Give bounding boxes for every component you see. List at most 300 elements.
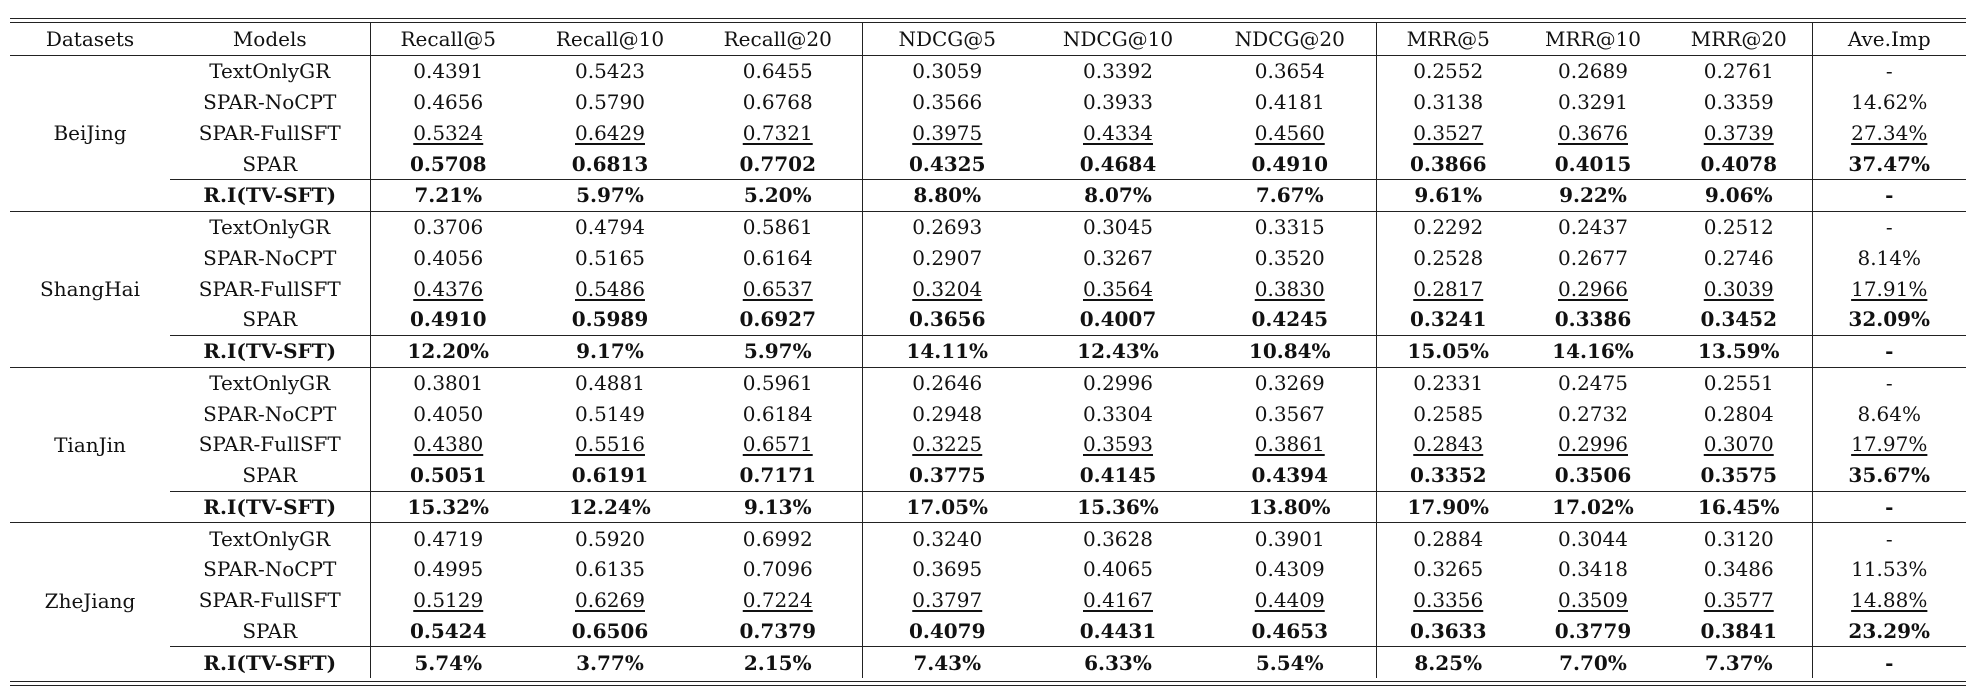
metric-cell — [1204, 491, 1376, 523]
cell-text: 35.67% — [1848, 463, 1931, 488]
cell-text: TextOnlyGR — [209, 59, 331, 84]
cell-text: 0.6191 — [571, 463, 649, 488]
cell-text: 0.5424 — [409, 618, 487, 643]
metric-cell — [1032, 304, 1204, 335]
metric-cell — [1376, 118, 1520, 149]
dataset-cell: ZheJiang — [44, 588, 136, 613]
metric-cell — [370, 211, 526, 242]
metric-cell — [370, 243, 526, 274]
model-cell — [170, 398, 370, 429]
metric-cell — [1204, 243, 1376, 274]
cell-text: 0.3291 — [1558, 90, 1628, 115]
results-table — [10, 22, 1966, 678]
cell-text: 2.15% — [743, 650, 812, 675]
model-cell — [170, 616, 370, 647]
cell-text: 0.2646 — [912, 370, 983, 395]
cell-text: 5.74% — [414, 650, 483, 675]
metric-cell — [370, 491, 526, 523]
metric-cell — [1376, 491, 1520, 523]
cell-text: SPAR — [242, 618, 298, 643]
cell-text: 0.3527 — [1413, 120, 1484, 145]
cell-text: 17.02% — [1552, 494, 1634, 519]
cell-text: 0.3706 — [413, 215, 484, 240]
metric-cell — [694, 616, 862, 647]
metric-cell — [1204, 273, 1376, 304]
metric-cell — [1032, 647, 1204, 678]
metric-cell — [370, 398, 526, 429]
metric-cell — [1520, 87, 1666, 118]
metric-cell — [1032, 87, 1204, 118]
metric-cell — [1812, 647, 1966, 678]
cell-text: - — [1885, 215, 1893, 240]
metric-cell — [526, 87, 694, 118]
metric-cell — [1376, 148, 1520, 179]
metric-cell — [1520, 554, 1666, 585]
cell-text: 0.4015 — [1554, 151, 1632, 176]
metric-cell — [862, 180, 1032, 212]
dataset-cell: TianJin — [10, 367, 170, 523]
cell-text: SPAR — [242, 151, 298, 176]
header-cell: Recall@20 — [694, 23, 862, 56]
cell-text: 0.4910 — [409, 307, 487, 332]
metric-cell — [1032, 554, 1204, 585]
cell-text: 16.45% — [1697, 494, 1780, 519]
metric-cell — [526, 211, 694, 242]
cell-text: 0.5486 — [575, 276, 645, 301]
cell-text: R.I(TV-SFT) — [203, 339, 337, 364]
metric-cell — [694, 148, 862, 179]
metric-cell — [862, 243, 1032, 274]
cell-text: 0.2585 — [1413, 401, 1484, 426]
model-cell — [170, 491, 370, 523]
metric-cell — [1812, 429, 1966, 460]
metric-cell — [1204, 335, 1376, 367]
cell-text: 0.3070 — [1703, 432, 1774, 457]
cell-text: 7.70% — [1559, 650, 1627, 675]
metric-cell — [862, 367, 1032, 398]
metric-cell — [370, 367, 526, 398]
header-cell: Ave.Imp — [1812, 23, 1966, 56]
metric-cell — [370, 87, 526, 118]
header-cell: Datasets — [10, 23, 170, 56]
cell-text: 0.3039 — [1703, 276, 1774, 301]
metric-cell — [862, 523, 1032, 554]
cell-text: TextOnlyGR — [209, 526, 331, 551]
cell-text: 0.4325 — [908, 151, 986, 176]
model-cell — [170, 243, 370, 274]
metric-cell — [1520, 523, 1666, 554]
cell-text: 7.43% — [913, 650, 982, 675]
metric-cell — [1032, 398, 1204, 429]
cell-text: 0.3575 — [1700, 463, 1778, 488]
metric-cell — [694, 180, 862, 212]
table-row — [10, 118, 1966, 149]
metric-cell — [862, 56, 1032, 87]
table-row — [10, 647, 1966, 678]
cell-text: 0.2551 — [1703, 370, 1774, 395]
table-row — [10, 87, 1966, 118]
cell-text: 0.3204 — [912, 276, 983, 301]
metric-cell — [1520, 335, 1666, 367]
cell-text: - — [1885, 183, 1894, 208]
table-row — [10, 243, 1966, 274]
dataset-cell: ShangHai — [10, 211, 170, 367]
metric-cell — [1376, 243, 1520, 274]
metric-cell — [1376, 554, 1520, 585]
model-cell — [170, 523, 370, 554]
metric-cell — [1204, 398, 1376, 429]
cell-text: 0.4078 — [1700, 151, 1778, 176]
metric-cell — [526, 148, 694, 179]
metric-cell — [1204, 460, 1376, 491]
cell-text: 0.2437 — [1558, 215, 1628, 240]
cell-text: 0.3779 — [1554, 618, 1632, 643]
metric-cell — [1812, 616, 1966, 647]
cell-text: 0.7096 — [742, 557, 813, 582]
header-row — [10, 23, 1966, 56]
cell-text: 7.37% — [1704, 650, 1773, 675]
cell-text: 0.2292 — [1413, 215, 1484, 240]
metric-cell — [862, 304, 1032, 335]
cell-text: 0.2884 — [1413, 526, 1484, 551]
metric-cell — [1204, 118, 1376, 149]
cell-text: R.I(TV-SFT) — [203, 183, 337, 208]
metric-cell — [1376, 398, 1520, 429]
cell-text: 0.4167 — [1083, 588, 1153, 613]
metric-cell — [1204, 367, 1376, 398]
cell-text: 0.3593 — [1083, 432, 1153, 457]
cell-text: 0.2732 — [1558, 401, 1628, 426]
cell-text: 0.3830 — [1254, 276, 1325, 301]
metric-cell — [1376, 56, 1520, 87]
cell-text: 5.97% — [743, 339, 812, 364]
cell-text: 0.4881 — [575, 370, 645, 395]
cell-text: 14.88% — [1851, 588, 1928, 613]
metric-cell — [526, 491, 694, 523]
cell-text: 0.3506 — [1554, 463, 1632, 488]
cell-text: 0.5423 — [575, 59, 645, 84]
cell-text: 0.7321 — [742, 120, 813, 145]
metric-cell — [1032, 335, 1204, 367]
header-cell: MRR@20 — [1666, 23, 1812, 56]
cell-text: 0.3265 — [1413, 557, 1484, 582]
metric-cell — [694, 491, 862, 523]
metric-cell — [1376, 429, 1520, 460]
metric-cell — [694, 273, 862, 304]
model-cell — [170, 554, 370, 585]
cell-text: 0.5129 — [413, 588, 484, 613]
metric-cell — [862, 273, 1032, 304]
cell-text: - — [1885, 59, 1893, 84]
metric-cell — [526, 56, 694, 87]
cell-text: 0.2843 — [1413, 432, 1484, 457]
cell-text: 0.7702 — [739, 151, 817, 176]
metric-cell — [862, 554, 1032, 585]
cell-text: 5.54% — [1255, 650, 1324, 675]
metric-cell — [1666, 429, 1812, 460]
metric-cell — [1520, 148, 1666, 179]
cell-text: 0.3138 — [1413, 90, 1484, 115]
cell-text: SPAR-NoCPT — [203, 557, 337, 582]
cell-text: 0.3567 — [1254, 401, 1325, 426]
metric-cell — [1812, 243, 1966, 274]
cell-text: 0.3676 — [1558, 120, 1628, 145]
cell-text: 5.20% — [743, 183, 812, 208]
cell-text: 3.77% — [576, 650, 644, 675]
cell-text: TextOnlyGR — [209, 370, 331, 395]
cell-text: 0.5165 — [575, 245, 645, 270]
cell-text: 13.80% — [1248, 494, 1331, 519]
model-cell — [170, 304, 370, 335]
metric-cell — [1666, 554, 1812, 585]
metric-cell — [1666, 87, 1812, 118]
model-cell — [170, 56, 370, 87]
metric-cell — [370, 273, 526, 304]
model-cell — [170, 585, 370, 616]
metric-cell — [526, 523, 694, 554]
cell-text: 0.4380 — [413, 432, 484, 457]
metric-cell — [1376, 647, 1520, 678]
metric-cell — [694, 335, 862, 367]
metric-cell — [862, 616, 1032, 647]
cell-text: SPAR-FullSFT — [198, 276, 341, 301]
cell-text: 0.4995 — [413, 557, 484, 582]
metric-cell — [1032, 429, 1204, 460]
table-row — [10, 367, 1966, 398]
metric-cell — [1032, 148, 1204, 179]
cell-text: 0.3654 — [1254, 59, 1325, 84]
cell-text: 0.4007 — [1079, 307, 1157, 332]
cell-text: 0.3577 — [1703, 588, 1774, 613]
metric-cell — [526, 304, 694, 335]
model-cell — [170, 460, 370, 491]
cell-text: 0.6992 — [742, 526, 813, 551]
cell-text: 0.4794 — [575, 215, 645, 240]
metric-cell — [1666, 616, 1812, 647]
metric-cell — [1204, 523, 1376, 554]
metric-cell — [862, 647, 1032, 678]
cell-text: - — [1885, 339, 1894, 364]
cell-text: 0.6455 — [742, 59, 813, 84]
metric-cell — [526, 118, 694, 149]
table-row — [10, 273, 1966, 304]
cell-text: 0.3304 — [1083, 401, 1153, 426]
cell-text: 0.2693 — [912, 215, 983, 240]
metric-cell — [1666, 243, 1812, 274]
cell-text: 5.97% — [576, 183, 644, 208]
cell-text: 0.3045 — [1083, 215, 1153, 240]
cell-text: R.I(TV-SFT) — [203, 650, 337, 675]
cell-text: 9.61% — [1414, 183, 1483, 208]
metric-cell — [862, 491, 1032, 523]
model-cell — [170, 429, 370, 460]
header-cell: Models — [170, 23, 370, 56]
cell-text: 0.6135 — [575, 557, 645, 582]
table-row — [10, 429, 1966, 460]
metric-cell — [1520, 616, 1666, 647]
metric-cell — [526, 616, 694, 647]
cell-text: 0.7224 — [742, 588, 813, 613]
cell-text: 12.20% — [407, 339, 490, 364]
cell-text: 0.7379 — [739, 618, 817, 643]
metric-cell — [370, 429, 526, 460]
cell-text: SPAR — [242, 463, 298, 488]
metric-cell — [694, 554, 862, 585]
cell-text: 14.16% — [1552, 339, 1634, 364]
metric-cell — [862, 211, 1032, 242]
metric-cell — [694, 523, 862, 554]
metric-cell — [370, 118, 526, 149]
metric-cell — [694, 118, 862, 149]
cell-text: 8.80% — [913, 183, 982, 208]
metric-cell — [1666, 211, 1812, 242]
metric-cell — [526, 367, 694, 398]
cell-text: 0.3564 — [1083, 276, 1153, 301]
metric-cell — [1376, 335, 1520, 367]
metric-cell — [526, 335, 694, 367]
cell-text: 0.3866 — [1409, 151, 1487, 176]
metric-cell — [1520, 460, 1666, 491]
cell-text: 0.3486 — [1703, 557, 1774, 582]
cell-text: SPAR — [242, 307, 298, 332]
model-cell — [170, 87, 370, 118]
top-rule — [10, 18, 1966, 19]
metric-cell — [370, 180, 526, 212]
cell-text: 0.5051 — [409, 463, 487, 488]
cell-text: 0.4181 — [1254, 90, 1325, 115]
metric-cell — [370, 585, 526, 616]
cell-text: 0.3509 — [1558, 588, 1628, 613]
cell-text: TextOnlyGR — [209, 215, 331, 240]
cell-text: 0.3225 — [912, 432, 983, 457]
cell-text: 0.3520 — [1254, 245, 1325, 270]
table-row — [10, 335, 1966, 367]
cell-text: 0.2804 — [1703, 401, 1774, 426]
metric-cell — [694, 398, 862, 429]
cell-text: 7.21% — [414, 183, 483, 208]
cell-text: 37.47% — [1848, 151, 1931, 176]
cell-text: 0.4719 — [413, 526, 484, 551]
metric-cell — [1666, 335, 1812, 367]
metric-cell — [370, 148, 526, 179]
cell-text: R.I(TV-SFT) — [203, 494, 337, 519]
metric-cell — [1812, 56, 1966, 87]
cell-text: 0.6537 — [742, 276, 813, 301]
metric-cell — [1204, 56, 1376, 87]
cell-text: 12.24% — [569, 494, 651, 519]
metric-cell — [1812, 273, 1966, 304]
table-row — [10, 148, 1966, 179]
metric-cell — [1520, 56, 1666, 87]
cell-text: 6.33% — [1084, 650, 1152, 675]
metric-cell — [1032, 491, 1204, 523]
cell-text: 0.4394 — [1251, 463, 1329, 488]
cell-text: 0.4560 — [1254, 120, 1325, 145]
cell-text: 0.2817 — [1413, 276, 1484, 301]
metric-cell — [1520, 211, 1666, 242]
cell-text: 0.3775 — [908, 463, 986, 488]
cell-text: 17.05% — [906, 494, 989, 519]
metric-cell — [1666, 180, 1812, 212]
cell-text: 0.3240 — [912, 526, 983, 551]
cell-text: SPAR-NoCPT — [203, 401, 337, 426]
cell-text: 0.5708 — [409, 151, 487, 176]
cell-text: 0.4391 — [413, 59, 484, 84]
cell-text: 15.36% — [1077, 494, 1159, 519]
cell-text: 0.5516 — [575, 432, 645, 457]
metric-cell — [1812, 87, 1966, 118]
cell-text: 0.4376 — [413, 276, 484, 301]
table-row — [10, 585, 1966, 616]
metric-cell — [1376, 273, 1520, 304]
metric-cell — [1376, 460, 1520, 491]
metric-cell — [1666, 148, 1812, 179]
metric-cell — [1032, 180, 1204, 212]
cell-text: 9.13% — [743, 494, 812, 519]
metric-cell — [526, 460, 694, 491]
cell-text: 0.3120 — [1703, 526, 1774, 551]
cell-text: 0.5961 — [742, 370, 813, 395]
cell-text: 0.6429 — [575, 120, 645, 145]
metric-cell — [1032, 460, 1204, 491]
cell-text: 7.67% — [1255, 183, 1324, 208]
cell-text: 0.4656 — [413, 90, 484, 115]
metric-cell — [1204, 616, 1376, 647]
model-cell — [170, 273, 370, 304]
cell-text: 0.6164 — [742, 245, 813, 270]
metric-cell — [694, 87, 862, 118]
cell-text: 0.7171 — [739, 463, 817, 488]
header-cell: MRR@10 — [1520, 23, 1666, 56]
header-cell: Recall@5 — [370, 23, 526, 56]
cell-text: 0.2528 — [1413, 245, 1484, 270]
cell-text: 0.3901 — [1254, 526, 1325, 551]
metric-cell — [370, 616, 526, 647]
metric-cell — [1666, 304, 1812, 335]
header-cell: NDCG@10 — [1032, 23, 1204, 56]
metric-cell — [1666, 56, 1812, 87]
results-table-container — [10, 18, 1966, 686]
metric-cell — [526, 398, 694, 429]
metric-cell — [1812, 491, 1966, 523]
metric-cell — [1376, 585, 1520, 616]
metric-cell — [1520, 304, 1666, 335]
metric-cell — [1376, 87, 1520, 118]
metric-cell — [370, 647, 526, 678]
model-cell — [170, 211, 370, 242]
metric-cell — [1032, 616, 1204, 647]
metric-cell — [1666, 460, 1812, 491]
model-cell — [170, 647, 370, 678]
cell-text: 8.25% — [1414, 650, 1483, 675]
metric-cell — [1520, 398, 1666, 429]
cell-text: 12.43% — [1077, 339, 1159, 364]
metric-cell — [1812, 585, 1966, 616]
metric-cell — [1032, 273, 1204, 304]
metric-cell — [1032, 211, 1204, 242]
metric-cell — [1666, 585, 1812, 616]
cell-text: 0.4409 — [1254, 588, 1325, 613]
cell-text: - — [1885, 526, 1893, 551]
cell-text: 0.3352 — [1409, 463, 1487, 488]
metric-cell — [526, 429, 694, 460]
cell-text: 17.91% — [1851, 276, 1928, 301]
table-row — [10, 398, 1966, 429]
cell-text: 0.2512 — [1703, 215, 1774, 240]
cell-text: - — [1885, 650, 1894, 675]
metric-cell — [694, 647, 862, 678]
cell-text: 0.4065 — [1083, 557, 1153, 582]
